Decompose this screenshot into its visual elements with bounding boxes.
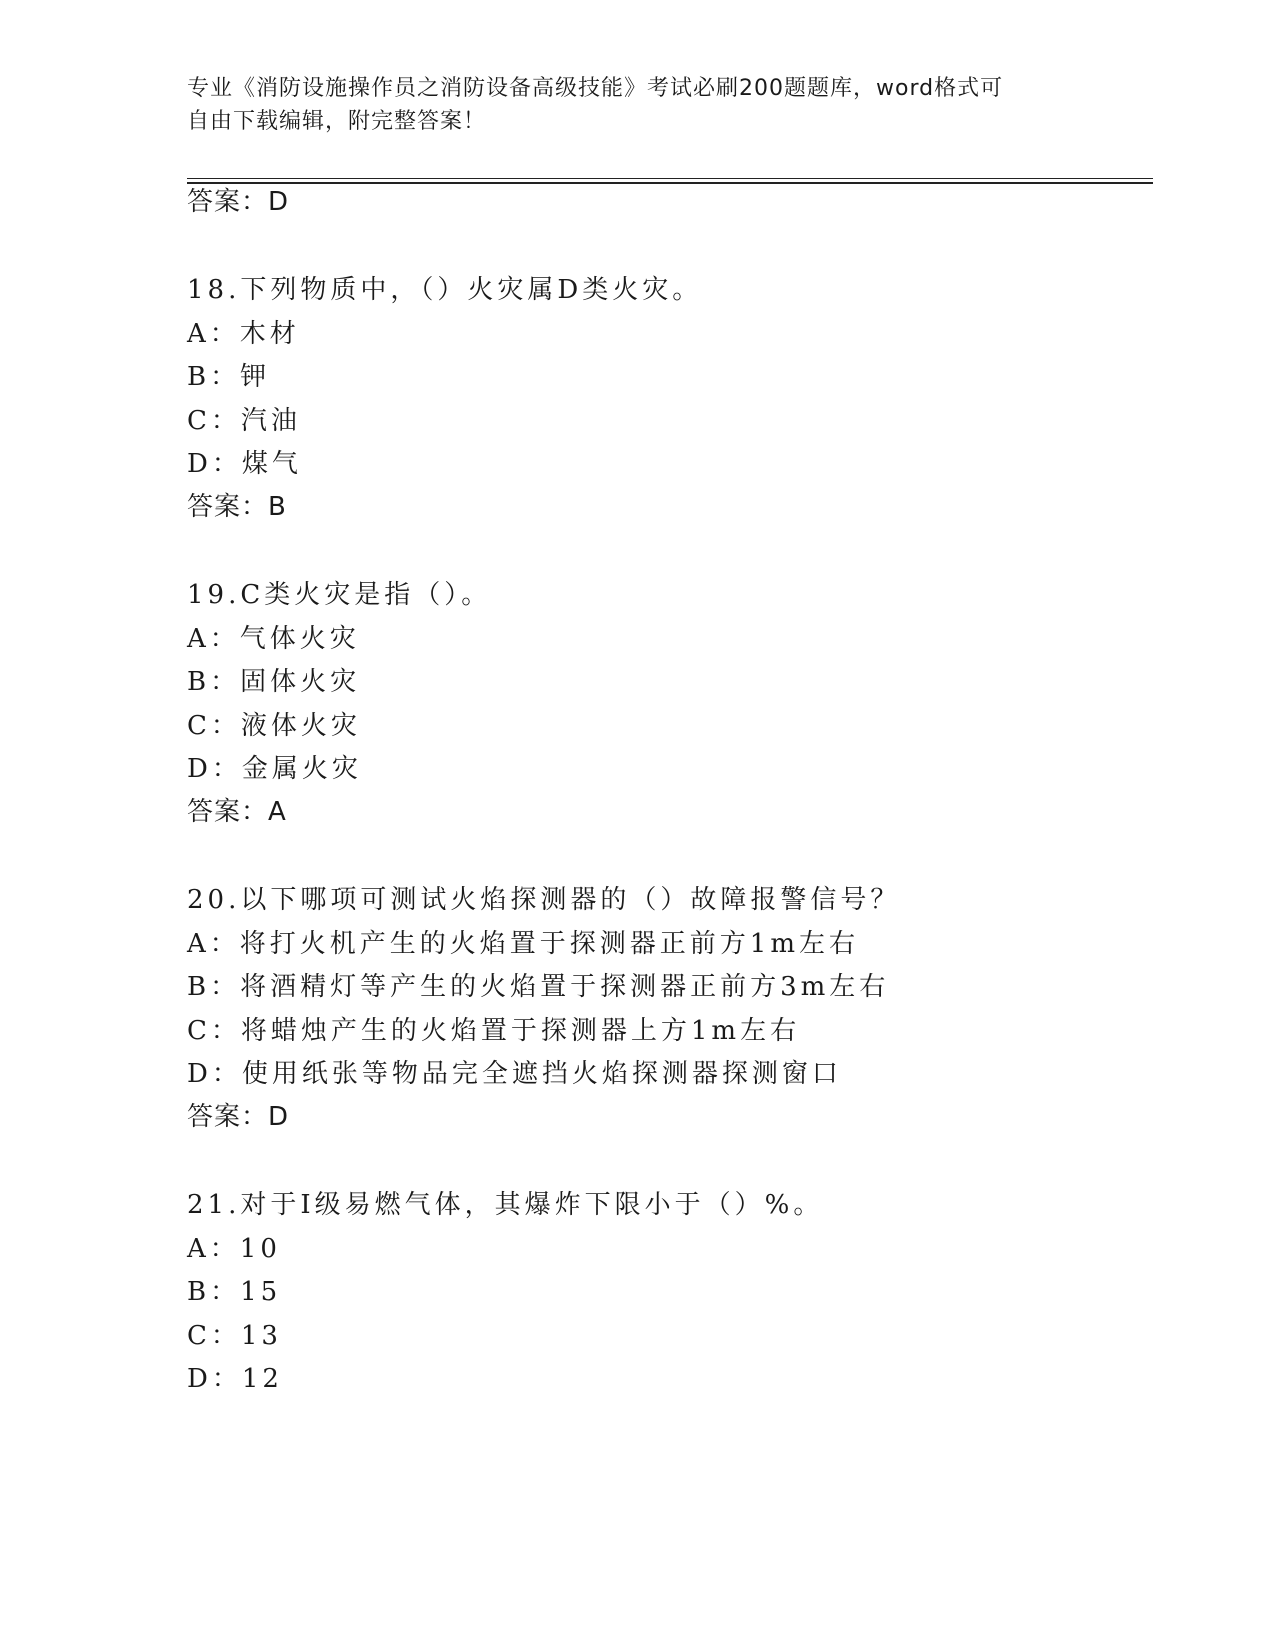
question-18-option-d: D：煤气	[187, 449, 302, 479]
question-20-text: 20.以下哪项可测试火焰探测器的（）故障报警信号？	[187, 885, 901, 915]
question-19-option-d: D：金属火灾	[187, 754, 362, 784]
question-19-option-c: C：液体火灾	[187, 711, 361, 741]
answer-19: 答案：A	[187, 797, 287, 827]
document-header	[187, 72, 1067, 138]
answer-18: 答案：B	[187, 492, 287, 522]
answer-20: 答案：D	[187, 1102, 290, 1132]
question-18-text: 18.下列物质中，（）火灾属D类火灾。	[187, 275, 703, 305]
question-20-option-b: B：将酒精灯等产生的火焰置于探测器正前方3m左右	[187, 972, 890, 1002]
question-21-text: 21.对于Ⅰ级易燃气体，其爆炸下限小于（）%。	[187, 1190, 824, 1220]
answer-17: 答案：D	[187, 187, 290, 217]
question-21-option-a: A：10	[187, 1234, 281, 1264]
question-19-option-a: A：气体火灾	[187, 624, 360, 654]
question-20-option-d: D：使用纸张等物品完全遮挡火焰探测器探测窗口	[187, 1059, 842, 1089]
question-20-option-c: C：将蜡烛产生的火焰置于探测器上方1m左右	[187, 1016, 801, 1046]
header-line-2: 自由下载编辑，附完整答案！	[187, 109, 487, 134]
question-20-option-a: A：将打火机产生的火焰置于探测器正前方1m左右	[187, 929, 859, 959]
question-19-text: 19.C类火灾是指（）。	[187, 580, 492, 610]
question-18-option-a: A：木材	[187, 319, 300, 349]
question-18-option-c: C：汽油	[187, 406, 301, 436]
question-18-option-b: B：钾	[187, 362, 271, 392]
question-21-option-b: B：15	[187, 1277, 282, 1307]
question-21-option-d: D：12	[187, 1364, 283, 1394]
question-19-option-b: B：固体火灾	[187, 667, 361, 697]
header-divider	[187, 178, 1153, 179]
header-line-1: 专业《消防设施操作员之消防设备高级技能》考试必刷200题题库，word格式可	[187, 76, 1004, 101]
question-21-option-c: C：13	[187, 1321, 282, 1351]
header-divider-thick	[187, 182, 1153, 184]
